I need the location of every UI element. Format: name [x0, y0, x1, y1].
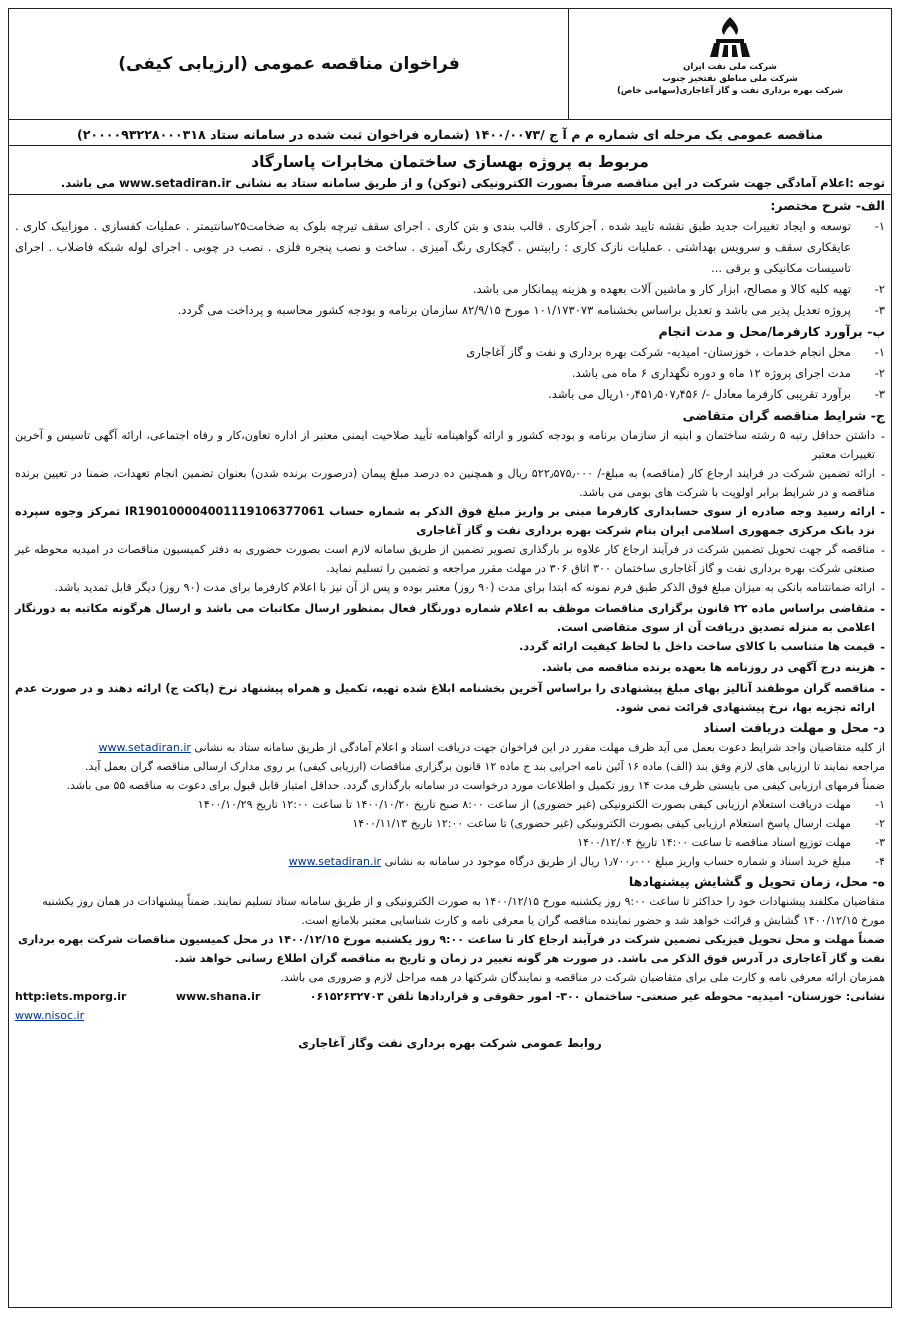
condition-text: مناقصه گر جهت تحویل تضمین شرکت در فرآیند ارجاع کار علاوه بر بارگذاری تصویر تضمین از طریق سامانه لازم است بصورت حضوری به دفتر کمیسیون مناقصات در امیدیه محوطه غیر صنعتی شرکت بهره برداری نفت و گاز آغاجاری ساختمان ۳۰۰ اتاق ۳۰۶ در مهلت مقرر مراجعه و تضمین را تسلیم نماید.	[15, 543, 875, 575]
section-d-paragraph: مراجعه نمایند تا ارزیابی های لازم وفق بند (الف) ماده ۱۶ آئین نامه اجرایی بند ج ماده ۱۲ قانون برگزاری مناقصات (ارزیابی کیفی) بر روی مدارک ارسالی مناقصه گران بعمل آید.	[85, 760, 885, 773]
section-e-paragraph: ضمناً مهلت و محل تحویل فیزیکی تضمین شرکت در فرآیند ارجاع کار تا ساعت ۹:۰۰ روز یکشنبه مورخ ۱۴۰۰/۱۲/۱۵ در محل کمیسیون مناقصات شرکت بهره برداری نفت و گاز آغاجاری در آدرس فوق الذکر می باشد. در صورت هر گونه تغییر در زمان و تاریخ به مناقصه گران اطلاع رسانی خواهد شد.	[18, 933, 885, 965]
item-text: مهلت توزیع اسناد مناقصه تا ساعت ۱۴:۰۰ تاریخ ۱۴۰۰/۱۲/۰۴	[577, 836, 851, 849]
condition-text: قیمت ها متناسب با کالای ساخت داخل با لحاظ کیفیت ارائه گردد.	[519, 640, 875, 653]
condition-item: - مناقصه گران موظفند آنالیز بهای مبلغ پیشنهادی را براساس آخرین بخشنامه ابلاغ شده تهیه، تکمیل و همراه پیشنهاد نرخ (پاکت ج) ارائه دهند و در صورت عدم ارائه تجزیه بها، نرخ پیشنهادی قرائت نمی شود.	[15, 679, 885, 717]
logo-line-3: شرکت بهره برداری نفت و گاز آغاجاری(سهامی خاص)	[617, 86, 843, 96]
site-link-nisoc[interactable]: www.nisoc.ir	[15, 1009, 85, 1022]
section-a-title: الف- شرح مختصر:	[770, 198, 885, 213]
condition-text: ارائه رسید وجه صادره از سوی حسابداری کارفرما مبنی بر واریز مبلغ فوق الذکر به شماره حساب IR190100004001119106377061 تمرکز وجوه سپرده نزد بانک مرکزی جمهوری اسلامی ایران بنام شرکت بهره برداری نفت و گاز آغاجاری	[15, 505, 875, 537]
logo-line-1: شرکت ملی نفت ایران	[683, 62, 777, 72]
company-logo-box	[568, 9, 891, 119]
item-number: ۳-	[874, 387, 885, 401]
section-d-paragraph: ضمناً فرمهای ارزیابی کیفی می بایستی ظرف مدت ۱۴ روز تکمیل و اطلاعات مورد درخواست در سامانه بارگذاری گردد. حداقل امتیاز قابل قبول برای دعوت به مناقصه ۵۵ می باشد.	[66, 779, 885, 792]
deadline-item	[15, 814, 885, 833]
section-d-title: د- محل و مهلت دریافت اسناد	[703, 720, 885, 735]
item-number: ۱-	[874, 345, 885, 359]
notice-title: فراخوان مناقصه عمومی (ارزیابی کیفی)	[118, 54, 460, 74]
section-a-item	[15, 279, 885, 300]
item-text: توسعه و ایجاد تغییرات جدید طبق نقشه تایید شده . آجرکاری . قالب بندی و بتن کاری . اجرای سقف تیرچه بلوک به ضخامت۲۵سانتیمتر . عملیات کفسازی . موزاییک کاری . عایقکاری سقف و سرویس بهداشتی . عملیات نازک کاری : رابیتس . گچکاری رنگ آمیزی . ساخت و نصب پنجره فلزی . نصب در چوبی . اجرای لوله شبکه فاضلاب . اجرای تاسیسات مکانیکی و برقی ...	[15, 219, 851, 275]
setadiran-link[interactable]: www.setadiran.ir	[288, 855, 382, 868]
header	[9, 9, 891, 120]
condition-text: داشتن حداقل رتبه ۵ رشته ساختمان و ابنیه از سازمان برنامه و بودجه کشور و ارائه گواهینامه تأیید صلاحیت ایمنی معتبر از اداره تعاون،کار و رفاه اجتماعی، ارائه آگهی تاسیس و آخرین تغییرات معتبر	[15, 429, 875, 461]
tender-number: مناقصه عمومی یک مرحله ای شماره م م آ ج /۱۴۰۰/۰۰۷۳ (شماره فراخوان ثبت شده در سامانه ستاد ۲۰۰۰۰۹۳۲۲۸۰۰۰۳۱۸)	[9, 120, 891, 146]
item-number: ۱-	[875, 798, 885, 811]
site-link-shana[interactable]: www.shana.ir	[175, 990, 261, 1003]
item-text: برآورد تقریبی کارفرما معادل -/ ۱۰٫۴۵۱٫۵۰۷٫۴۵۶ریال می باشد.	[548, 387, 851, 401]
condition-text: هزینه درج آگهی در روزنامه ها بعهده برنده مناقصه می باشد.	[541, 661, 875, 674]
item-number: ۱-	[874, 219, 885, 233]
tender-notice	[8, 8, 892, 1308]
condition-item: - مناقصه گر جهت تحویل تضمین شرکت در فرآیند ارجاع کار علاوه بر بارگذاری تصویر تضمین از طریق سامانه لازم است بصورت حضوری به دفتر کمیسیون مناقصات در امیدیه محوطه غیر صنعتی شرکت بهره برداری نفت و گاز آغاجاری ساختمان ۳۰۰ اتاق ۳۰۶ در مهلت مقرر مراجعه و تضمین را تسلیم نماید.	[15, 540, 885, 578]
condition-item: - متقاضی براساس ماده ۲۲ قانون برگزاری مناقصات موظف به اعلام شماره دورنگار فعال بمنظور ارسال مکاتبات می باشد و ارسال هرگونه مکاتبه به دورنگار اعلامی به منزله تصدیق دریافت آن از سوی متقاضی است.	[15, 599, 885, 637]
section-e-title: ه- محل، زمان تحویل و گشایش پیشنهادها	[628, 874, 885, 889]
section-e-paragraph: همزمان ارائه معرفی نامه و کارت ملی برای متقاضیان شرکت در مناقصه و نمایندگان شرکتها در همه مراحل لازم و ضروری می باشد.	[280, 971, 885, 984]
section-d-paragraph	[15, 738, 885, 757]
condition-text: ارائه تضمین شرکت در فرایند ارجاع کار (مناقصه) به مبلغ-/ ۵۲۲٫۵۷۵٫۰۰۰ ریال و همچنین ده درصد مبلغ پیمان (درصورت برنده شدن) بعنوان تضمین انجام تعهدات، ضمنا در تعیین برنده مناقصه و در شرایط برابر اولویت با شرکت های بومی می باشد.	[15, 467, 875, 499]
item-number: ۲-	[874, 282, 885, 296]
section-a-item	[15, 300, 885, 321]
nisoc-line	[15, 1006, 885, 1025]
item-number: ۲-	[874, 366, 885, 380]
project-title: مربوط به پروژه بهسازی ساختمان مخابرات پاسارگاد	[251, 153, 649, 171]
attention-note: توجه :اعلام آمادگی جهت شرکت در این مناقصه صرفاً بصورت الکترونیکی (توکن) و از طریق سامانه ستاد به نشانی www.setadiran.ir می باشد.	[9, 173, 891, 195]
section-b-item	[15, 363, 885, 384]
logo-line-2: شرکت ملی مناطق نفتخیز جنوب	[662, 74, 798, 84]
item-number: ۳-	[874, 303, 885, 317]
item-text: مدت اجرای پروژه ۱۲ ماه و دوره نگهداری ۶ ماه می باشد.	[571, 366, 851, 380]
address-text: نشانی: خوزستان- امیدیه- محوطه غیر صنعتی- ساختمان ۳۰۰- امور حقوقی و قراردادها تلفن ۰۶۱۵۲۶۳۲۷۰۳	[309, 990, 885, 1003]
paragraph-text: از کلیه متقاضیان واجد شرایط دعوت بعمل می آید ظرف مهلت مقرر در این فراخوان جهت دریافت اسناد و اعلام آمادگی از طریق سامانه ستاد به نشانی	[194, 741, 885, 754]
section-b-item	[15, 342, 885, 363]
condition-item: - داشتن حداقل رتبه ۵ رشته ساختمان و ابنیه از سازمان برنامه و بودجه کشور و ارائه گواهینامه تأیید صلاحیت ایمنی معتبر از اداره تعاون،کار و رفاه اجتماعی، ارائه آگهی تاسیس و آخرین تغییرات معتبر	[15, 426, 885, 464]
section-c-title: ج- شرایط مناقصه گران متقاضی	[682, 408, 885, 423]
deadline-item	[15, 852, 885, 871]
address-line	[15, 987, 885, 1006]
section-e-paragraph: متقاضیان مکلفند پیشنهادات خود را حداکثر تا ساعت ۹:۰۰ روز یکشنبه مورخ ۱۴۰۰/۱۲/۱۵ به صورت الکترونیکی و از طریق سامانه ستاد تسلیم نمایند. ضمناً پیشنهادات در همان روز یکشنبه مورخ ۱۴۰۰/۱۲/۱۵ گشایش و قرائت خواهد شد و حضور نماینده مناقصه گران یا معرفی نامه و کارت شناسایی معتبر بلامانع است.	[42, 895, 885, 927]
section-b-title: ب- برآورد کارفرما/محل و مدت انجام	[658, 324, 885, 339]
item-text: مهلت ارسال پاسخ استعلام ارزیابی کیفی بصورت الکترونیکی (غیر حضوری) تا ساعت ۱۲:۰۰ تاریخ ۱۴۰۰/۱۱/۱۳	[352, 817, 851, 830]
item-text: پروژه تعدیل پذیر می باشد و تعدیل براساس بخشنامه ۱۰۱/۱۷۳۰۷۳ مورخ ۸۲/۹/۱۵ سازمان برنامه و بودجه کشور محاسبه و پرداخت می گردد.	[177, 303, 851, 317]
item-number: ۴-	[875, 855, 885, 868]
item-number: ۲-	[875, 817, 885, 830]
condition-item: - ارائه ضمانتنامه بانکی به میزان مبلغ فوق الذکر طبق فرم نمونه که ابتدا برای مدت (۹۰ روز) معتبر بوده و پس از آن نیز با اعلام کارفرما برای مدت (۹۰ روز) دیگر قابل تمدید باشد.	[15, 578, 885, 599]
site-link-iets[interactable]: http:iets.mporg.ir	[15, 990, 127, 1003]
condition-text: مناقصه گران موظفند آنالیز بهای مبلغ پیشنهادی را براساس آخرین بخشنامه ابلاغ شده تهیه، تکمیل و همراه پیشنهاد نرخ (پاکت ج) ارائه دهند و در صورت عدم ارائه تجزیه بها، نرخ پیشنهادی قرائت نمی شود.	[15, 682, 875, 714]
item-text: مهلت دریافت استعلام ارزیابی کیفی بصورت الکترونیکی (غیر حضوری) از ساعت ۸:۰۰ صبح تاریخ ۱۴۰۰/۱۰/۲۰ تا ساعت ۱۲:۰۰ تاریخ ۱۴۰۰/۱۰/۲۹	[197, 798, 851, 811]
condition-text: ارائه ضمانتنامه بانکی به میزان مبلغ فوق الذکر طبق فرم نمونه که ابتدا برای مدت (۹۰ روز) معتبر بوده و پس از آن نیز با اعلام کارفرما برای مدت (۹۰ روز) دیگر قابل تمدید باشد.	[54, 581, 875, 594]
deadline-item	[15, 795, 885, 814]
item-text: مبلغ خرید اسناد و شماره حساب واریز مبلغ ۱٫۷۰۰٫۰۰۰ ریال از طریق درگاه موجود در سامانه به نشانی	[384, 855, 851, 868]
condition-item: - هزینه درج آگهی در روزنامه ها بعهده برنده مناقصه می باشد.	[15, 658, 885, 679]
condition-text: متقاضی براساس ماده ۲۲ قانون برگزاری مناقصات موظف به اعلام شماره دورنگار فعال بمنظور ارسال مکاتبات می باشد و ارسال هرگونه مکاتبه به دورنگار اعلامی به منزله تصدیق دریافت آن از سوی متقاضی است.	[15, 602, 876, 634]
condition-item: - ارائه رسید وجه صادره از سوی حسابداری کارفرما مبنی بر واریز مبلغ فوق الذکر به شماره حساب IR190100004001119106377061 تمرکز وجوه سپرده نزد بانک مرکزی جمهوری اسلامی ایران بنام شرکت بهره برداری نفت و گاز آغاجاری	[15, 502, 885, 540]
condition-item: - ارائه تضمین شرکت در فرایند ارجاع کار (مناقصه) به مبلغ-/ ۵۲۲٫۵۷۵٫۰۰۰ ریال و همچنین ده درصد مبلغ پیمان (درصورت برنده شدن) بعنوان تضمین انجام تعهدات، ضمنا در تعیین برنده مناقصه و در شرایط برابر اولویت با شرکت های بومی می باشد.	[15, 464, 885, 502]
setadiran-link[interactable]: www.setadiran.ir	[98, 741, 191, 754]
nioc-logo-icon	[700, 13, 760, 61]
section-b-item	[15, 384, 885, 405]
footer-public-relations: روابط عمومی شرکت بهره برداری نفت وگاز آغاجاری	[298, 1036, 602, 1050]
item-text: تهیه کلیه کالا و مصالح، ابزار کار و ماشین آلات بعهده و هزینه پیمانکار می باشد.	[472, 282, 851, 296]
condition-item: - قیمت ها متناسب با کالای ساخت داخل با لحاظ کیفیت ارائه گردد.	[15, 637, 885, 658]
section-a-item	[15, 216, 885, 279]
item-number: ۳-	[875, 836, 885, 849]
item-text: محل انجام خدمات ، خوزستان- امیدیه- شرکت بهره برداری و نفت و گاز آغاجاری	[466, 345, 851, 359]
deadline-item	[15, 833, 885, 852]
